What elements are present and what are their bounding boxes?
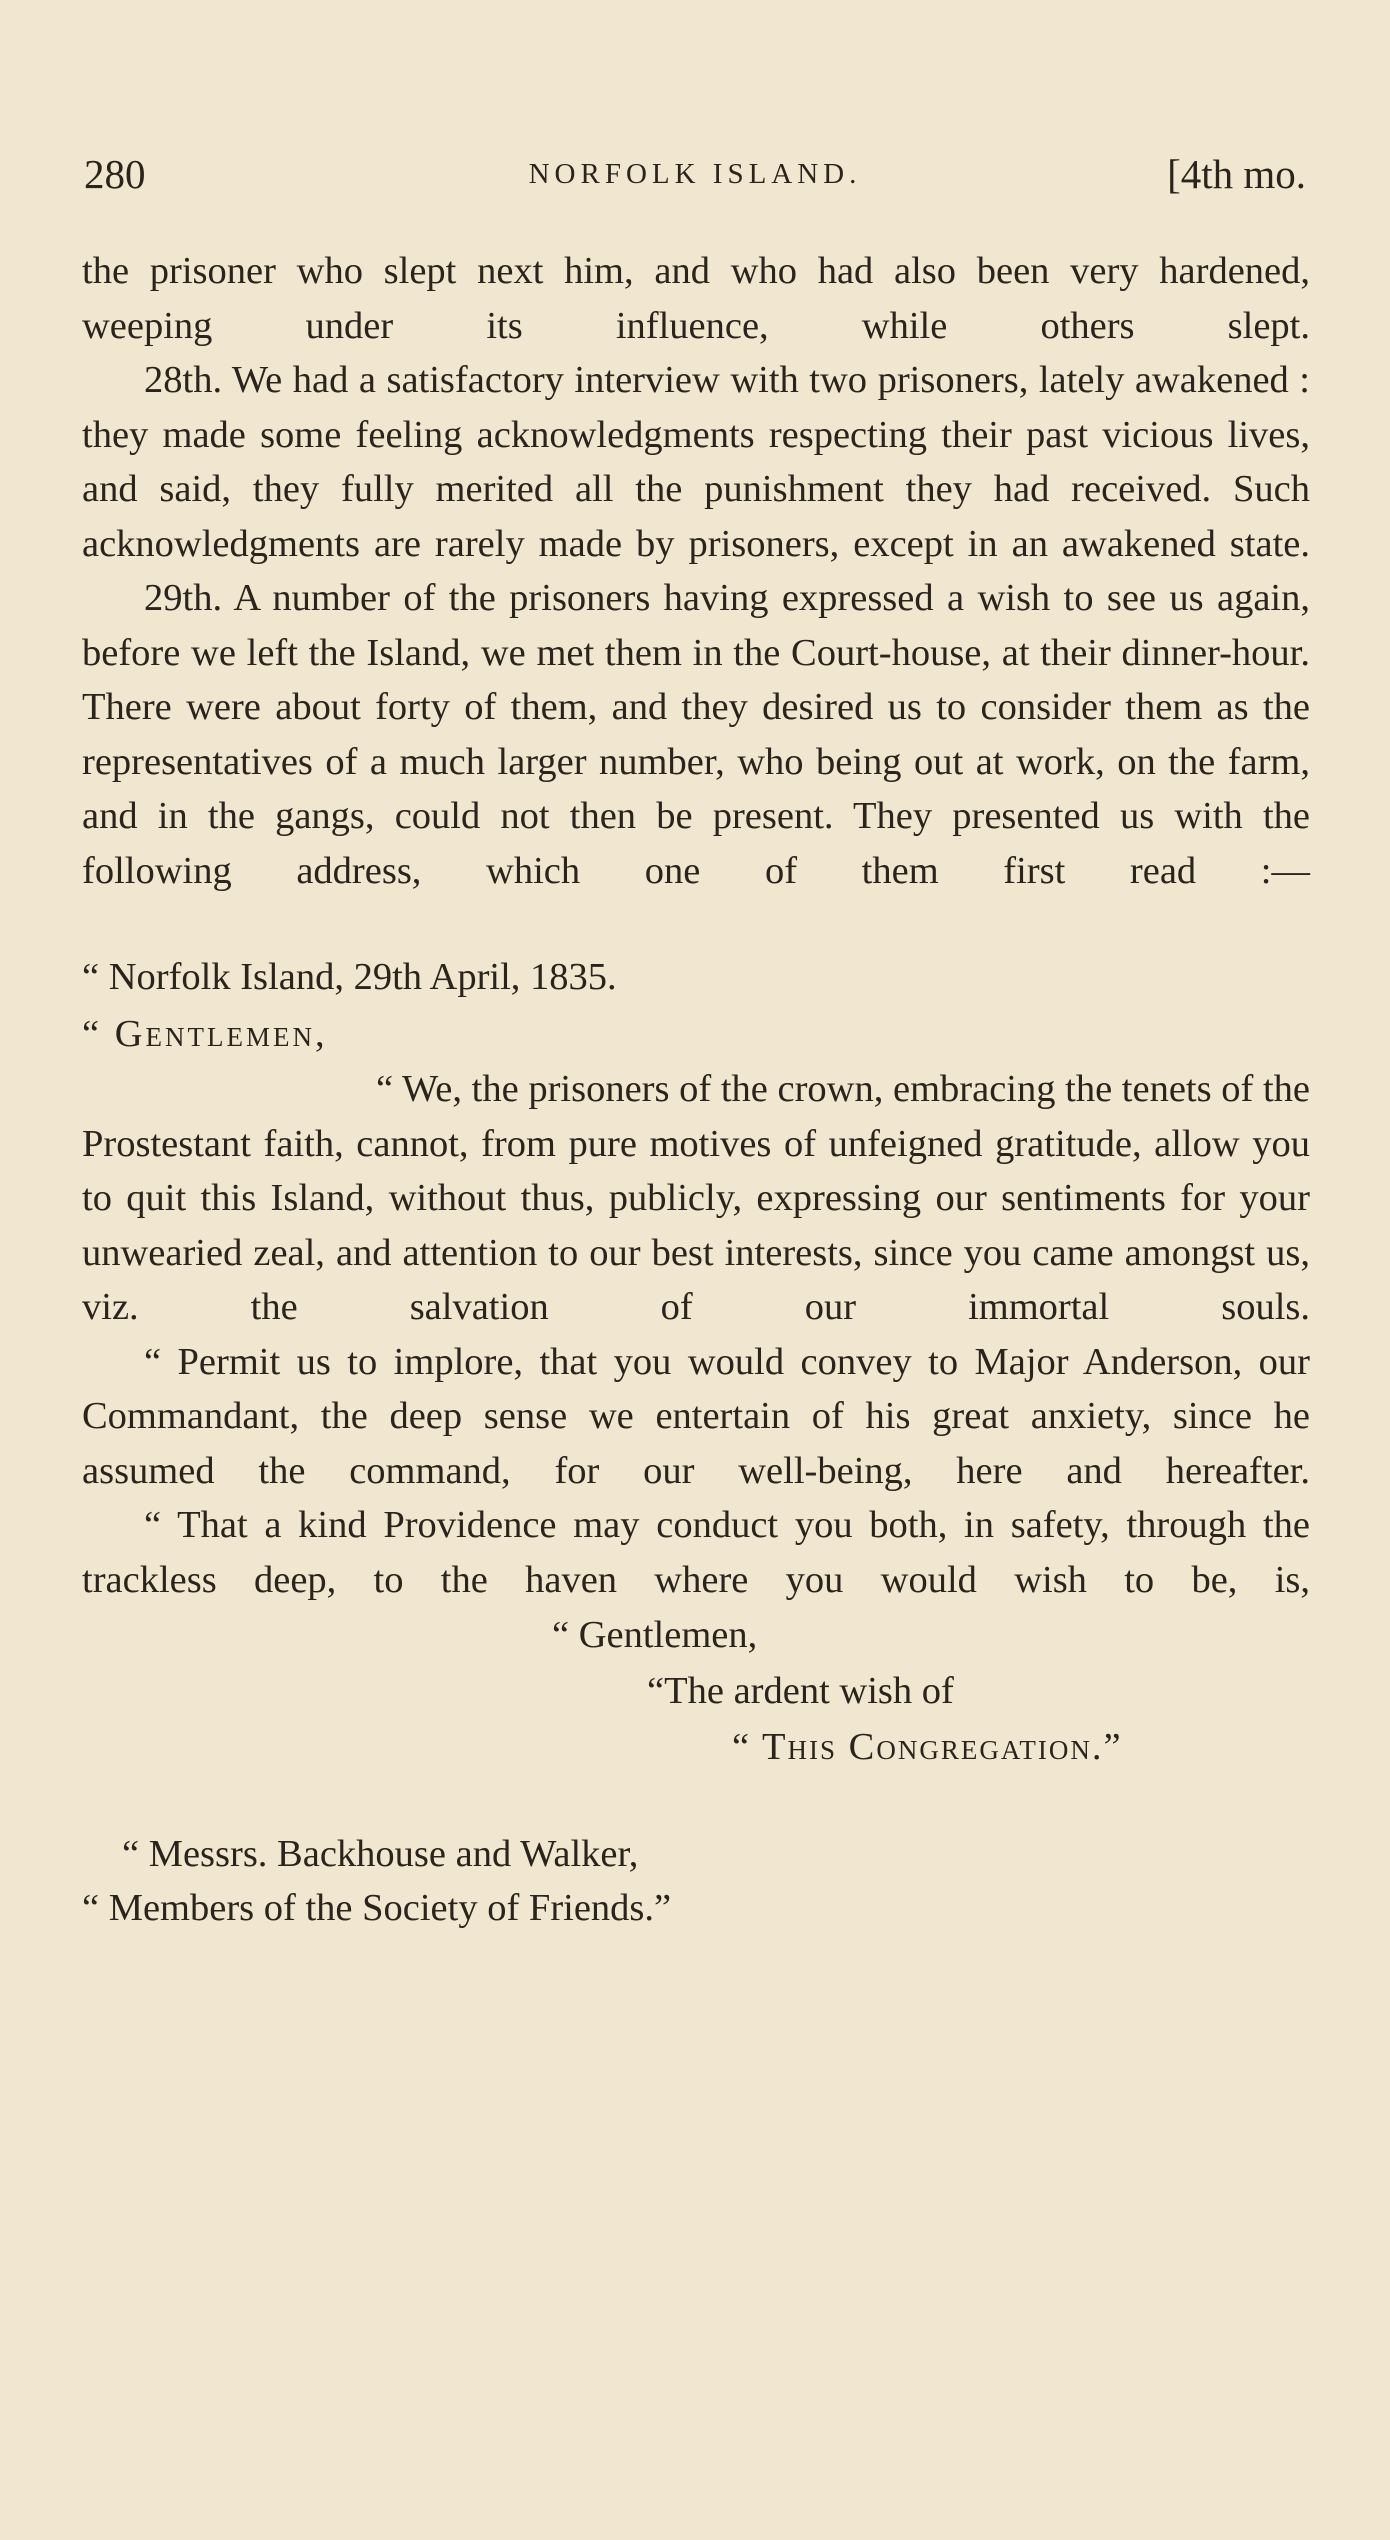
address-letter [82,948,1310,1935]
closing-line-1: “ Gentlemen, [552,1614,758,1656]
page-body [82,244,1310,1935]
month-marker: [4th mo. [1167,151,1306,197]
letter-dateline: “ Norfolk Island, 29th April, 1835. [82,956,617,998]
letter-paragraph-3: “ That a kind Providence may conduct you both, in safety, through the trackless deep, to the haven where you would wish to be, is, [82,1504,1310,1601]
addressee-line-1: “ Messrs. Backhouse and Walker, [122,1833,639,1875]
letter-salutation: “ Gentlemen, [82,1013,328,1055]
running-title: NORFOLK ISLAND. [528,158,862,190]
letter-paragraph-2: “ Permit us to implore, that you would convey to Major Anderson, our Commandant, the deep sense we entertain of his great anxiety, since he assumed the command, for our well-being, here and hereafter. [82,1340,1310,1492]
paragraph-29th: 29th. A number of the prisoners having expressed a wish to see us again, before we left the Island, we met them in the Court-house, at their dinner-hour. There were about forty of them, and they desired us to consider them as the representatives of a much larger number, who being out at work, on the farm, and in the gangs, could not then be present. They presented us with the following address, which one of them first read :— [82,577,1310,892]
page-number: 280 [84,151,146,197]
addressee-line-2: “ Members of the Society of Friends.” [82,1887,672,1929]
paragraph-continuation: the prisoner who slept next him, and who had also been very hardened, weeping under its influence, while others slept. [82,250,1310,347]
letter-paragraph-1: “ We, the prisoners of the crown, embracing the tenets of the Prostestant faith, cannot, from pure motives of unfeigned gratitude, allow you to quit this Island, without thus, publicly, expressing our sentiments for your unwearied zeal, and attention to our best interests, since you came amongst us, viz. the salvation of our immortal souls. [82,1068,1310,1328]
running-header [84,150,1306,210]
letter-closing [82,1607,1310,1775]
closing-line-2: “The ardent wish of [647,1670,954,1712]
letter-addressees [82,1827,1310,1935]
paragraph-28th: 28th. We had a satisfactory interview with two prisoners, lately awakened : they made some feeling acknowledgments respecting their past vicious lives, and said, they fully merited all the punishment they had received. Such acknowledgments are rarely made by prisoners, except in an awakened state. [82,359,1310,565]
closing-signature: “ This Congregation.” [732,1726,1123,1768]
